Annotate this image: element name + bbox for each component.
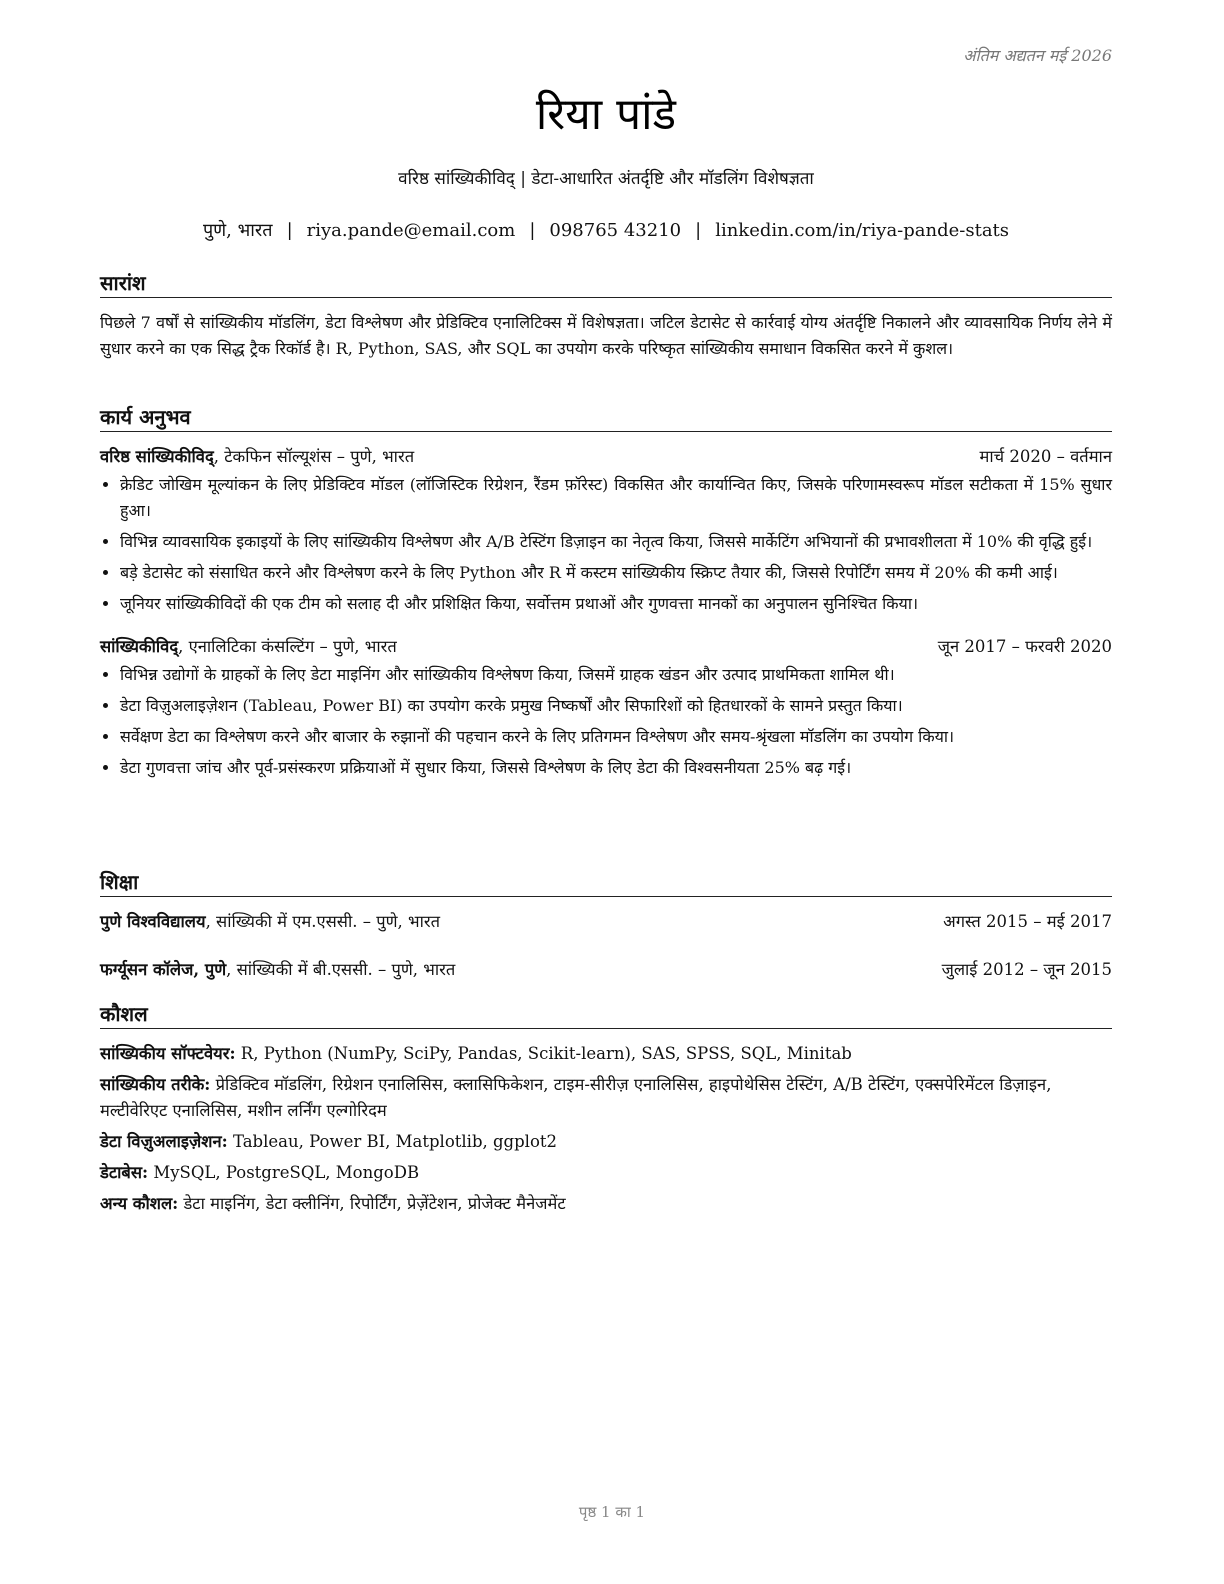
contact-separator: | <box>286 220 293 241</box>
contact-email[interactable]: riya.pande@email.com <box>306 220 516 241</box>
resume-page <box>100 0 1112 1584</box>
job-title-line <box>100 444 414 470</box>
summary-section <box>100 270 1112 362</box>
job-dates: जून 2017 – फरवरी 2020 <box>937 637 1112 656</box>
education-section <box>100 869 1112 983</box>
job-bullets <box>100 662 1112 781</box>
skill-value: MySQL, PostgreSQL, MongoDB <box>148 1163 420 1182</box>
education-institution: फर्ग्यूसन कॉलेज, पुणे <box>100 960 227 979</box>
skill-label: सांख्यिकीय तरीके: <box>100 1075 211 1094</box>
job-header <box>100 444 1112 470</box>
job-bullet: • सर्वेक्षण डेटा का विश्लेषण करने और बाजार के रुझानों की पहचान करने के लिए प्रतिगमन विश्लेषण और समय-श्रृंखला मॉडलिंग का उपयोग किया। <box>120 724 1112 750</box>
job-bullet: • बड़े डेटासेट को संसाधित करने और विश्लेषण करने के लिए Python और R में कस्टम सांख्यिकीय स्क्रिप्ट तैयार की, जिससे रिपोर्टिंग समय में 20% की कमी आई। <box>120 560 1112 586</box>
job-entry <box>100 444 1112 617</box>
contact-location: पुणे, भारत <box>202 220 273 241</box>
education-detail: , सांख्यिकी में एम.एससी. – पुणे, भारत <box>205 912 441 931</box>
skill-line <box>100 1072 1112 1124</box>
job-bullet: • जूनियर सांख्यिकीविदों की एक टीम को सलाह दी और प्रशिक्षित किया, सर्वोत्तम प्रथाओं और गुणवत्ता मानकों का अनुपालन सुनिश्चित किया। <box>120 591 1112 617</box>
skills-section <box>100 1001 1112 1222</box>
skill-label: अन्य कौशल: <box>100 1194 179 1213</box>
job-entry <box>100 634 1112 781</box>
education-institution: पुणे विश्वविद्यालय <box>100 912 206 931</box>
education-dates: जुलाई 2012 – जून 2015 <box>941 960 1112 979</box>
skill-value: R, Python (NumPy, SciPy, Pandas, Scikit-learn), SAS, SPSS, SQL, Minitab <box>235 1044 852 1063</box>
job-bullets <box>100 472 1112 617</box>
skill-value: Tableau, Power BI, Matplotlib, ggplot2 <box>227 1132 558 1151</box>
job-role: वरिष्ठ सांख्यिकीविद् <box>100 447 214 466</box>
education-entry <box>100 957 1112 983</box>
summary-heading: सारांश <box>100 270 1112 298</box>
skill-line <box>100 1041 1112 1067</box>
skill-label: सांख्यिकीय सॉफ्टवेयर: <box>100 1044 236 1063</box>
skill-line <box>100 1191 1112 1217</box>
job-title-line <box>100 634 397 660</box>
skill-label: डेटाबेस: <box>100 1163 149 1182</box>
skills-heading: कौशल <box>100 1001 1112 1029</box>
skill-line <box>100 1129 1112 1155</box>
job-bullet: • डेटा विज़ुअलाइज़ेशन (Tableau, Power BI) का उपयोग करके प्रमुख निष्कर्षों और सिफारिशों को हितधारकों के सामने प्रस्तुत किया। <box>120 693 1112 719</box>
experience-heading: कार्य अनुभव <box>100 404 1112 432</box>
job-bullet: • डेटा गुणवत्ता जांच और पूर्व-प्रसंस्करण प्रक्रियाओं में सुधार किया, जिससे विश्लेषण के लिए डेटा की विश्वसनीयता 25% बढ़ गई। <box>120 755 1112 781</box>
job-bullet: • क्रेडिट जोखिम मूल्यांकन के लिए प्रेडिक्टिव मॉडल (लॉजिस्टिक रिग्रेशन, रैंडम फ़ॉरेस्ट) विकसित और कार्यान्वित किए, जिसके परिणामस्वरूप मॉडल सटीकता में 15% सुधार हुआ। <box>120 472 1112 524</box>
job-dates: मार्च 2020 – वर्तमान <box>979 447 1112 466</box>
education-heading: शिक्षा <box>100 869 1112 897</box>
education-entry <box>100 909 1112 935</box>
experience-section <box>100 404 1112 786</box>
education-line <box>100 909 440 935</box>
candidate-tagline: वरिष्ठ सांख्यिकीविद् | डेटा-आधारित अंतर्दृष्टि और मॉडलिंग विशेषज्ञता <box>398 169 814 189</box>
job-bullet: • विभिन्न उद्योगों के ग्राहकों के लिए डेटा माइनिंग और सांख्यिकीय विश्लेषण किया, जिसमें ग्राहक खंडन और उत्पाद प्राथमिकता शामिल थी। <box>120 662 1112 688</box>
contact-linkedin[interactable]: linkedin.com/in/riya-pande-stats <box>715 220 1010 241</box>
job-bullet: • विभिन्न व्यावसायिक इकाइयों के लिए सांख्यिकीय विश्लेषण और A/B टेस्टिंग डिज़ाइन का नेतृत्व किया, जिससे मार्केटिंग अभियानों की प्रभावशीलता में 10% की वृद्धि हुई। <box>120 529 1112 555</box>
skill-value: डेटा माइनिंग, डेटा क्लीनिंग, रिपोर्टिंग, प्रेज़ेंटेशन, प्रोजेक्ट मैनेजमेंट <box>178 1194 566 1213</box>
last-updated-note: अंतिम अद्यतन मई 2026 <box>963 46 1112 65</box>
skill-label: डेटा विज़ुअलाइज़ेशन: <box>100 1132 228 1151</box>
job-org: , टेकफिन सॉल्यूशंस – पुणे, भारत <box>213 447 415 466</box>
job-role: सांख्यिकीविद् <box>100 637 179 656</box>
contact-phone[interactable]: 098765 43210 <box>549 220 682 241</box>
contact-line <box>100 218 1112 242</box>
job-org: , एनालिटिका कंसल्टिंग – पुणे, भारत <box>178 637 397 656</box>
education-line <box>100 957 455 983</box>
education-dates: अगस्त 2015 – मई 2017 <box>943 912 1112 931</box>
education-detail: , सांख्यिकी में बी.एससी. – पुणे, भारत <box>226 960 456 979</box>
page-number: पृष्ठ 1 का 1 <box>578 1503 646 1521</box>
candidate-name: रिया पांडे <box>535 89 677 140</box>
contact-separator: | <box>529 220 536 241</box>
skill-line <box>100 1160 1112 1186</box>
job-header <box>100 634 1112 660</box>
skill-value: प्रेडिक्टिव मॉडलिंग, रिग्रेशन एनालिसिस, क्लासिफिकेशन, टाइम-सीरीज़ एनालिसिस, हाइपोथेसिस टेस्टिंग, A/B टेस्टिंग, एक्सपेरिमेंटल डिज़ाइन, मल्टीवेरिएट एनालिसिस, मशीन लर्निंग एल्गोरिदम <box>100 1075 1052 1120</box>
contact-separator: | <box>695 220 702 241</box>
summary-text: पिछले 7 वर्षों से सांख्यिकीय मॉडलिंग, डेटा विश्लेषण और प्रेडिक्टिव एनालिटिक्स में विशेषज्ञता। जटिल डेटासेट से कार्रवाई योग्य अंतर्दृष्टि निकालने और व्यावसायिक निर्णय लेने में सुधार करने का एक सिद्ध ट्रैक रिकॉर्ड है। R, Python, SAS, और SQL का उपयोग करके परिष्कृत सांख्यिकीय समाधान विकसित करने में कुशल। <box>100 313 1112 358</box>
